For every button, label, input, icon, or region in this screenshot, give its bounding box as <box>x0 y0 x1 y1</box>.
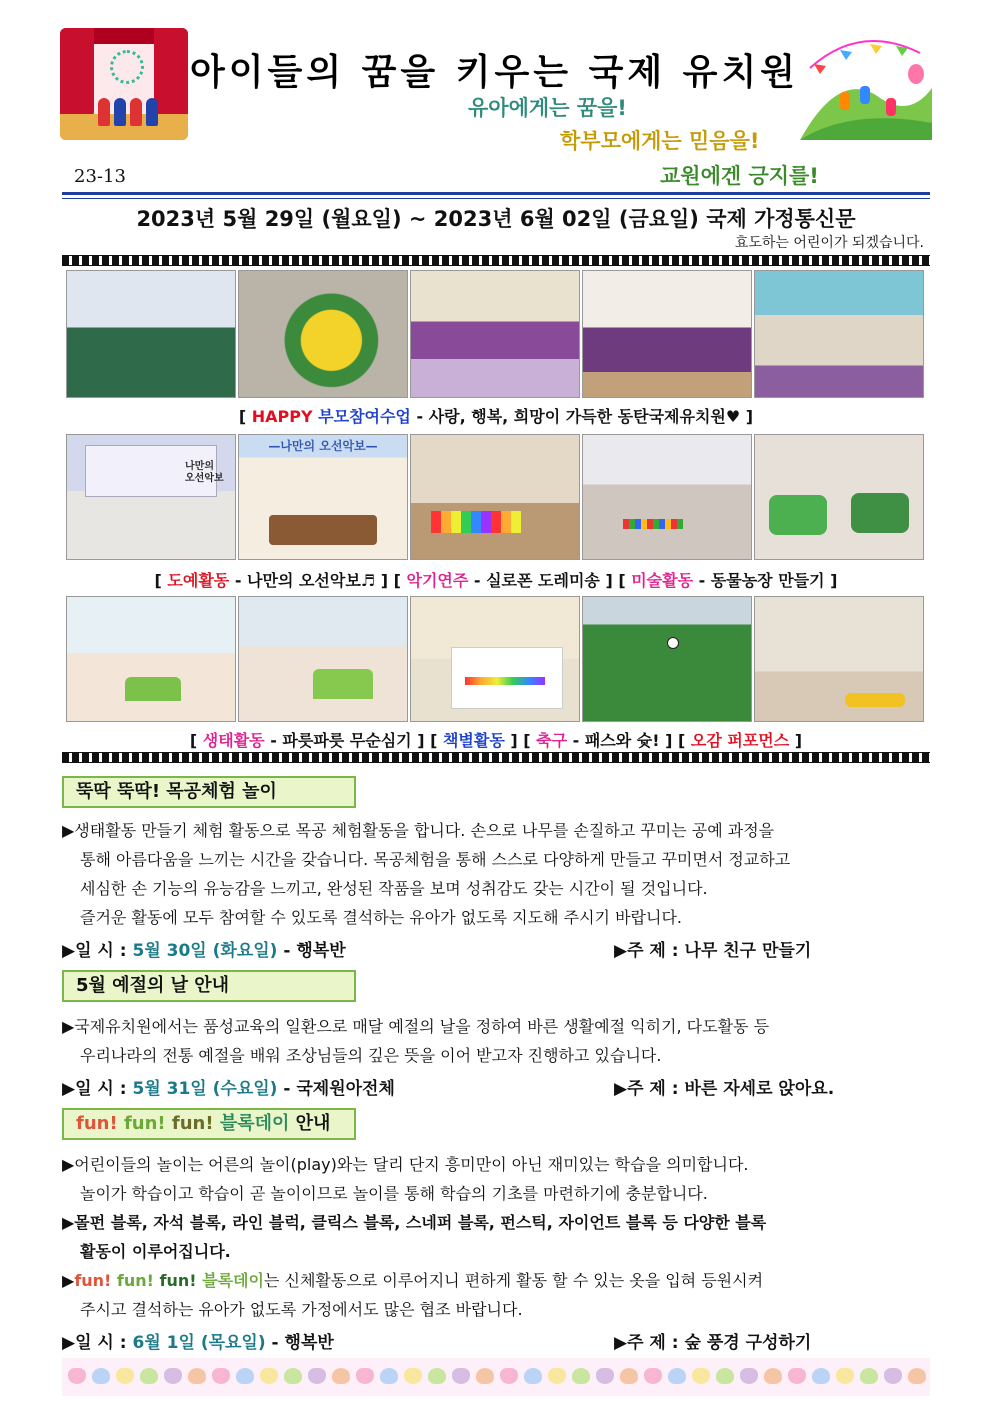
photo-art-2 <box>754 434 924 560</box>
theme-label: ▶주 제 : <box>614 1079 685 1099</box>
heart-icon <box>524 1368 542 1384</box>
fun-word: fun! <box>74 1271 117 1290</box>
photo-soccer <box>582 596 752 722</box>
date-target: - 행복반 <box>277 941 346 961</box>
photo-parent-class-4 <box>582 270 752 398</box>
fun-word: fun! <box>76 1113 124 1134</box>
blockday-line: 놀이가 학습이고 학습이 곧 놀이이므로 놀이를 통해 학습의 기초를 마련하기에 충분합니다. <box>80 1184 708 1203</box>
date-target: - 국제원아전체 <box>277 1079 395 1099</box>
woodwork-line: 세심한 손 기능의 유능감을 느끼고, 완성된 작품을 보며 성취감도 갖는 시간이 될 것입니다. <box>80 879 708 898</box>
heart-icon <box>476 1368 494 1384</box>
date-label: ▶일 시 : <box>62 1079 133 1099</box>
caption-art: 미술활동 <box>631 571 694 590</box>
heart-icon <box>812 1368 830 1384</box>
photo-parent-class-1 <box>66 270 236 398</box>
theme-label: ▶주 제 : <box>614 1333 685 1353</box>
caption-art-text: - 동물농장 만들기 <box>693 571 831 590</box>
date-value: 5월 31일 (수요일) <box>132 1079 278 1099</box>
heart-icon <box>116 1368 134 1384</box>
screen-text: 나만의 오선악보 <box>185 461 224 484</box>
slogan-children: 유아에게는 꿈을! <box>468 96 627 120</box>
playground-illustration <box>800 28 932 140</box>
heart-icon <box>716 1368 734 1384</box>
heart-icon <box>140 1368 158 1384</box>
header-rule-thin <box>62 198 930 199</box>
woodwork-line: 즐거운 활동에 모두 참여할 수 있도록 결석하는 유아가 없도록 지도해 주시기 바랍니다. <box>80 908 682 927</box>
heart-icon <box>356 1368 374 1384</box>
photo-parent-class-2 <box>238 270 408 398</box>
theme-label: ▶주 제 : <box>614 941 685 961</box>
blockday-info <box>62 1328 932 1353</box>
heart-icon <box>884 1368 902 1384</box>
header-rule <box>62 192 930 195</box>
heart-icon <box>236 1368 254 1384</box>
divider-stripe <box>62 255 930 266</box>
divider-stripe-2 <box>62 752 930 763</box>
section-woodwork-body <box>62 816 932 932</box>
caption-instrument: 악기연주 <box>406 571 469 590</box>
heart-icon <box>692 1368 710 1384</box>
blockday-fun-line <box>62 1266 932 1295</box>
date-target: - 행복반 <box>265 1333 334 1353</box>
heart-icon <box>332 1368 350 1384</box>
woodwork-line: ▶생태활동 만들기 체험 활동으로 목공 체험활동을 합니다. 손으로 나무를 손질하고 꾸미는 공예 과정을 <box>62 821 775 840</box>
caption-row-3: [ 생태활동 - 파릇파릇 무순심기 ] [ 책별활동 ] [ 축구 - 패스와 슛! ] [ 오감 퍼포먼스 ] <box>189 731 803 750</box>
section-etiquette-body <box>62 1012 932 1070</box>
caption-ecology-text: - 파릇파릇 무순심기 <box>264 731 418 750</box>
heart-icon <box>260 1368 278 1384</box>
photo-sprouts-1 <box>66 596 236 722</box>
caption-happy: HAPPY <box>251 407 313 426</box>
page-title: 아이들의 꿈을 키우는 국제 유치원 <box>190 52 799 93</box>
slogan-parents: 학부모에게는 믿음을! <box>560 129 760 153</box>
section-etiquette-title: 5월 예절의 날 안내 <box>62 970 356 1002</box>
stage-illustration <box>60 28 188 140</box>
issue-number: 23-13 <box>74 166 126 187</box>
newsletter-dates: 2023년 5월 29일 (월요일) ~ 2023년 6월 02일 (금요일) 국제 가정통신문 <box>136 207 856 231</box>
theme-value: 나무 친구 만들기 <box>684 941 812 961</box>
blockday-line: 주시고 결석하는 유아가 없도록 가정에서도 많은 협조 바랍니다. <box>80 1300 523 1319</box>
photo-ceramics-1 <box>66 434 236 560</box>
heart-icon <box>620 1368 638 1384</box>
block-day-word: 블록데이 <box>219 1113 290 1134</box>
photo-sprouts-2 <box>238 596 408 722</box>
caption-soccer-text: - 패스와 슛! <box>567 731 666 750</box>
heart-icon <box>212 1368 230 1384</box>
photo-art-1 <box>582 434 752 560</box>
heart-icon <box>860 1368 878 1384</box>
heart-icon <box>68 1368 86 1384</box>
theme-value: 바른 자세로 앉아요. <box>684 1079 835 1099</box>
heart-icon <box>764 1368 782 1384</box>
heart-icon <box>404 1368 422 1384</box>
fun-word: fun! <box>159 1271 203 1290</box>
etiquette-line: ▶국제유치원에서는 품성교육의 일환으로 매달 예절의 날을 정하여 바른 생활예절 익히기, 다도활동 등 <box>62 1017 770 1036</box>
caption-sensory: 오감 퍼포먼스 <box>690 731 790 750</box>
fun-word: fun! <box>116 1271 160 1290</box>
etiquette-line: 우리나라의 전통 예절을 배워 조상님들의 깊은 뜻을 이어 받고자 진행하고 있습니다. <box>80 1046 662 1065</box>
photo-parent-class-3 <box>410 270 580 398</box>
heart-icon <box>836 1368 854 1384</box>
date-value: 6월 1일 (목요일) <box>132 1333 266 1353</box>
caption-ecology: 생태활동 <box>202 731 265 750</box>
blockday-line: ▶어린이들의 놀이는 어른의 놀이(play)와는 달리 단지 흥미만이 아닌 재미있는 학습을 의미합니다. <box>62 1155 749 1174</box>
caption-row-1: [ HAPPY 부모참여수업 - 사랑, 행복, 희망이 가득한 동탄국제유치원♥ ] <box>238 407 754 426</box>
fun-word: fun! <box>171 1113 220 1134</box>
caption-ceramics-text: - 나만의 오선악보♬ <box>229 571 381 590</box>
heart-icon <box>596 1368 614 1384</box>
photo-parent-class-5 <box>754 270 924 398</box>
date-label: ▶일 시 : <box>62 1333 133 1353</box>
date-value: 5월 30일 (화요일) <box>132 941 278 961</box>
etiquette-info <box>62 1074 932 1099</box>
blockday-bold-line: ▶몰펀 블록, 자석 블록, 라인 블럭, 클릭스 블록, 스네퍼 블록, 펀스틱, 자이언트 블록 등 다양한 블록 <box>62 1213 767 1232</box>
date-label: ▶일 시 : <box>62 941 133 961</box>
arrow: ▶ <box>62 1271 75 1290</box>
caption-book: 책별활동 <box>442 731 505 750</box>
heart-icon <box>188 1368 206 1384</box>
motto: 효도하는 어린이가 되겠습니다. <box>734 235 924 251</box>
slogan-teachers: 교원에겐 긍지를! <box>660 164 819 188</box>
heart-icon <box>740 1368 758 1384</box>
heart-icon <box>164 1368 182 1384</box>
caption-soccer: 축구 <box>536 731 568 750</box>
heart-icon <box>788 1368 806 1384</box>
heart-icon <box>380 1368 398 1384</box>
heart-icon <box>92 1368 110 1384</box>
block-day-word: 블록데이 <box>202 1271 264 1290</box>
caption-parent-class-text: - 사랑, 행복, 희망이 가득한 동탄국제유치원♥ <box>410 407 746 426</box>
heart-border <box>62 1358 930 1396</box>
heart-icon <box>428 1368 446 1384</box>
theme-value: 숲 풍경 구성하기 <box>684 1333 812 1353</box>
heart-icon <box>548 1368 566 1384</box>
fun-line-rest: 는 신체활동으로 이루어지니 편하게 활동 할 수 있는 옷을 입혀 등원시켜 <box>263 1271 764 1290</box>
section-blockday-title <box>62 1108 356 1140</box>
fun-word: fun! <box>123 1113 172 1134</box>
caption-parent-class: 부모참여수업 <box>318 407 411 426</box>
heart-icon <box>284 1368 302 1384</box>
heart-icon <box>668 1368 686 1384</box>
blockday-bold-line: 활동이 이루어집니다. <box>80 1242 231 1261</box>
heart-icon <box>572 1368 590 1384</box>
woodwork-info <box>62 936 932 961</box>
photo-title-text: 나만의 오선악보 <box>280 439 366 453</box>
heart-icon <box>644 1368 662 1384</box>
photo-xylophone <box>410 434 580 560</box>
woodwork-line: 통해 아름다움을 느끼는 시간을 갖습니다. 목공체험을 통해 스스로 다양하게 만들고 꾸미면서 정교하고 <box>80 850 791 869</box>
section-blockday-body <box>62 1150 932 1324</box>
photo-sensory <box>754 596 924 722</box>
title-rest: 안내 <box>289 1113 331 1134</box>
photo-ceramics-2: —나만의 오선악보— <box>238 434 408 560</box>
heart-icon <box>908 1368 926 1384</box>
photo-book-activity <box>410 596 580 722</box>
heart-icon <box>308 1368 326 1384</box>
caption-ceramics: 도예활동 <box>167 571 230 590</box>
caption-instrument-text: - 실로폰 도레미송 <box>468 571 606 590</box>
caption-row-2: [ 도예활동 - 나만의 오선악보♬ ] [ 악기연주 - 실로폰 도레미송 ] [ 미술활동 - 동물농장 만들기 ] <box>154 571 838 590</box>
heart-icon <box>452 1368 470 1384</box>
section-woodwork-title: 뚝딱 뚝딱! 목공체험 놀이 <box>62 776 356 808</box>
heart-icon <box>500 1368 518 1384</box>
